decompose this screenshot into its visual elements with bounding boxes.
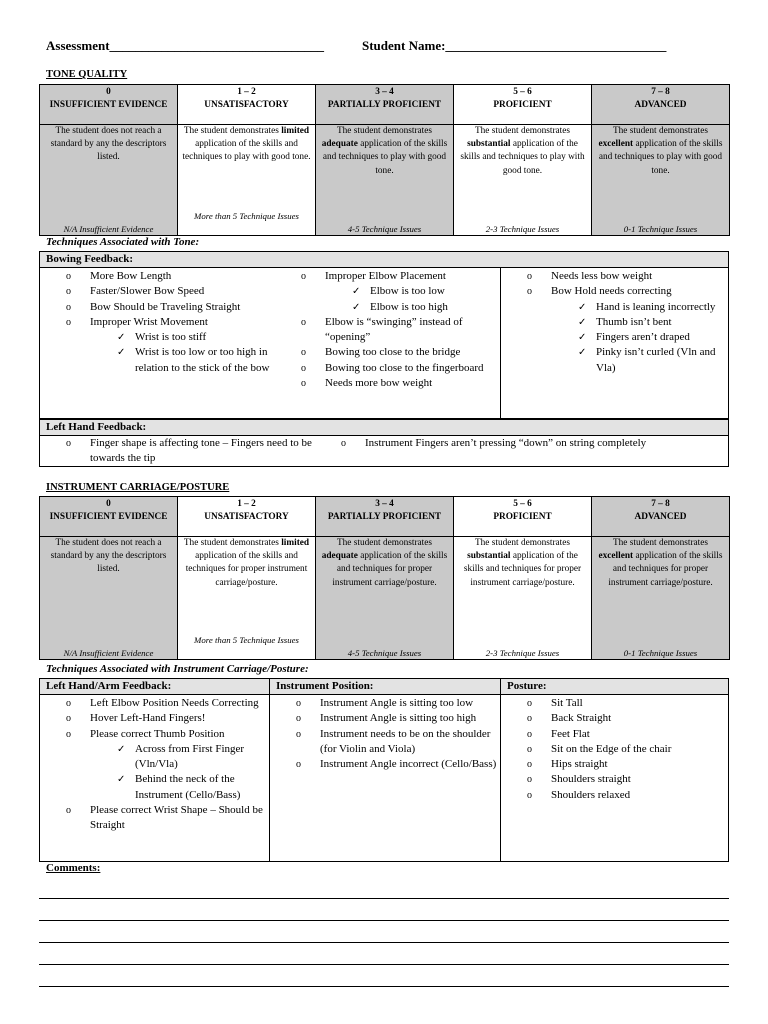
level-name: PROFICIENT bbox=[493, 100, 552, 111]
technique-count-note: 4-5 Technique Issues bbox=[347, 648, 422, 658]
instrument-position-column bbox=[269, 695, 500, 861]
feedback-item bbox=[275, 345, 500, 360]
level-description-cell bbox=[40, 125, 178, 236]
feedback-subitem: ✓ Behind the neck of the Instrument (Cello/Bass) bbox=[90, 772, 269, 803]
feedback-item-label: Bow Hold needs correcting bbox=[551, 285, 672, 298]
level-description: The student demonstrates adequate application of the skills and techniques to play with good tone. bbox=[321, 126, 448, 176]
level-name: PARTIALLY PROFICIENT bbox=[327, 512, 442, 523]
feedback-item bbox=[275, 376, 500, 391]
feedback-item bbox=[501, 711, 728, 726]
feedback-item-label: Left Elbow Position Needs Correcting bbox=[90, 697, 259, 709]
feedback-item bbox=[40, 269, 295, 284]
level-score: 5 – 6 bbox=[513, 87, 532, 97]
level-header-cell bbox=[178, 497, 316, 537]
level-name: PROFICIENT bbox=[493, 512, 552, 523]
level-name: PARTIALLY PROFICIENT bbox=[327, 100, 442, 111]
tone-quality-title: TONE QUALITY bbox=[46, 69, 128, 80]
feedback-item bbox=[40, 803, 269, 834]
comment-line[interactable] bbox=[39, 964, 729, 965]
feedback-item bbox=[40, 300, 295, 315]
comment-line[interactable] bbox=[39, 942, 729, 943]
carriage-feedback-box bbox=[39, 678, 729, 862]
feedback-item-label: Sit on the Edge of the chair bbox=[551, 742, 672, 755]
feedback-item-label: Needs less bow weight bbox=[551, 270, 653, 282]
comment-line[interactable] bbox=[39, 898, 729, 899]
feedback-subitem: ✓ Across from First Finger (Vln/Vla) bbox=[90, 742, 269, 773]
technique-count-note: 4-5 Technique Issues bbox=[347, 224, 422, 234]
level-name: UNSATISFACTORY bbox=[204, 512, 289, 523]
level-description: The student does not reach a standard by any the descriptors listed. bbox=[50, 538, 167, 575]
level-name: ADVANCED bbox=[634, 512, 687, 523]
feedback-item-label: More Bow Length bbox=[90, 270, 172, 282]
feedback-item bbox=[275, 361, 500, 376]
level-description-cell bbox=[40, 537, 178, 660]
level-description-cell bbox=[592, 125, 730, 236]
feedback-subitem: ✓ Fingers aren’t draped bbox=[551, 330, 728, 345]
feedback-item-label: Bow Should be Traveling Straight bbox=[90, 300, 241, 313]
technique-count-note: 0-1 Technique Issues bbox=[623, 224, 698, 234]
level-description-cell bbox=[454, 537, 592, 660]
feedback-item bbox=[270, 696, 500, 711]
bowing-column-3 bbox=[500, 268, 728, 418]
level-header-cell bbox=[592, 85, 730, 125]
level-score: 0 bbox=[106, 87, 111, 97]
technique-count-note: 0-1 Technique Issues bbox=[623, 648, 698, 658]
feedback-item bbox=[501, 788, 728, 803]
carriage-posture-title: INSTRUMENT CARRIAGE/POSTURE bbox=[46, 482, 230, 493]
tone-rubric-table bbox=[39, 84, 730, 236]
level-name: INSUFFICIENT EVIDENCE bbox=[49, 100, 168, 111]
posture-column bbox=[500, 695, 728, 861]
feedback-item bbox=[275, 269, 500, 315]
feedback-item bbox=[501, 696, 728, 711]
assessment-field[interactable]: Assessment_________________________________ bbox=[46, 38, 325, 53]
feedback-item-label: Shoulders straight bbox=[551, 773, 631, 786]
level-description: The student demonstrates excellent application of the skills and techniques to play with good tone. bbox=[598, 126, 723, 176]
feedback-item bbox=[501, 742, 728, 757]
level-description: The student demonstrates excellent application of the skills and techniques for proper instrument carriage/posture. bbox=[598, 538, 723, 588]
feedback-item-label: Instrument Angle is sitting too low bbox=[320, 697, 474, 709]
level-description-cell bbox=[316, 537, 454, 660]
level-description: The student demonstrates substantial application of the skills and techniques to play with good tone. bbox=[460, 126, 585, 176]
level-description: The student demonstrates limited application of the skills and techniques for proper instrument carriage/posture. bbox=[183, 538, 310, 588]
left-hand-arm-column bbox=[40, 695, 269, 861]
tone-techniques-title: Techniques Associated with Tone: bbox=[46, 236, 200, 248]
bowing-feedback-box bbox=[39, 251, 729, 419]
feedback-item-label: Sit Tall bbox=[551, 697, 583, 709]
feedback-item-label: Hover Left-Hand Fingers! bbox=[90, 712, 206, 725]
feedback-item-label: Hips straight bbox=[551, 758, 608, 771]
feedback-item bbox=[270, 727, 500, 758]
feedback-item-label: Instrument Angle incorrect (Cello/Bass) bbox=[320, 758, 497, 771]
feedback-item bbox=[270, 757, 500, 772]
carriage-techniques-title: Techniques Associated with Instrument Carriage/Posture: bbox=[46, 663, 309, 675]
feedback-item bbox=[270, 711, 500, 726]
technique-count-note: 2-3 Technique Issues bbox=[485, 648, 560, 658]
comment-line[interactable] bbox=[39, 920, 729, 921]
level-name: INSUFFICIENT EVIDENCE bbox=[49, 512, 168, 523]
rubric-description-row bbox=[40, 537, 730, 660]
level-description-cell bbox=[454, 125, 592, 236]
feedback-item-label: Elbow is “swinging” instead of “opening” bbox=[325, 315, 463, 344]
level-score: 3 – 4 bbox=[375, 87, 394, 97]
feedback-item bbox=[40, 711, 269, 726]
feedback-item-label: Shoulders relaxed bbox=[551, 788, 631, 801]
feedback-item bbox=[501, 772, 728, 787]
level-score: 5 – 6 bbox=[513, 499, 532, 509]
carriage-feedback-headers bbox=[40, 679, 728, 695]
feedback-subitem: ✓ Elbow is too high bbox=[325, 300, 500, 315]
technique-count-note: N/A Insufficient Evidence bbox=[63, 648, 154, 658]
feedback-subitem: ✓ Hand is leaning incorrectly bbox=[551, 300, 728, 315]
level-description: The student does not reach a standard by any the descriptors listed. bbox=[50, 126, 167, 163]
level-header-cell bbox=[592, 497, 730, 537]
feedback-item-label: Instrument needs to be on the shoulder (for Violin and Viola) bbox=[320, 727, 491, 755]
feedback-item-label: Instrument Angle is sitting too high bbox=[320, 712, 477, 725]
feedback-item bbox=[275, 315, 500, 346]
level-description-cell bbox=[316, 125, 454, 236]
bowing-column-2 bbox=[295, 268, 500, 418]
feedback-item bbox=[40, 727, 269, 803]
feedback-item-label: Feet Flat bbox=[551, 727, 590, 740]
feedback-item bbox=[501, 284, 728, 376]
feedback-item bbox=[40, 436, 330, 467]
level-score: 3 – 4 bbox=[375, 499, 394, 509]
feedback-item-label: Faster/Slower Bow Speed bbox=[90, 285, 205, 298]
feedback-item-label: Back Straight bbox=[551, 712, 612, 725]
level-description-cell bbox=[178, 125, 316, 236]
feedback-item bbox=[501, 757, 728, 772]
level-header-cell bbox=[454, 497, 592, 537]
feedback-item bbox=[501, 727, 728, 742]
level-description-cell bbox=[178, 537, 316, 660]
level-header-cell bbox=[316, 85, 454, 125]
bowing-column-1 bbox=[40, 268, 295, 418]
level-header-cell bbox=[454, 85, 592, 125]
feedback-item-label: Bowing too close to the fingerboard bbox=[325, 361, 484, 374]
rubric-level-row bbox=[40, 85, 730, 125]
rubric-description-row bbox=[40, 125, 730, 236]
student-name-field[interactable]: Student Name:__________________________________ bbox=[362, 38, 667, 53]
level-description-cell bbox=[592, 537, 730, 660]
carriage-rubric-table bbox=[39, 496, 730, 660]
left-hand-arm-title: Left Hand/Arm Feedback: bbox=[40, 679, 269, 694]
level-score: 0 bbox=[106, 499, 111, 509]
level-score: 7 – 8 bbox=[651, 499, 670, 509]
level-description: The student demonstrates adequate application of the skills and techniques for proper instrument carriage/posture. bbox=[321, 538, 448, 588]
level-header-cell bbox=[40, 85, 178, 125]
feedback-item-label: Needs more bow weight bbox=[325, 377, 433, 390]
feedback-item-label: Bowing too close to the bridge bbox=[325, 346, 461, 359]
feedback-item-label: Improper Elbow Placement bbox=[325, 270, 446, 282]
feedback-item bbox=[40, 696, 269, 711]
left-hand-feedback-title: Left Hand Feedback: bbox=[40, 420, 728, 436]
feedback-item-label: Please correct Wrist Shape – Should be Straight bbox=[90, 804, 263, 832]
level-score: 7 – 8 bbox=[651, 87, 670, 97]
level-name: UNSATISFACTORY bbox=[204, 100, 289, 111]
technique-count-note: More than 5 Technique Issues bbox=[194, 635, 299, 645]
posture-title: Posture: bbox=[500, 679, 728, 694]
level-description: The student demonstrates substantial application of the skills and techniques for proper instrument carriage/posture. bbox=[463, 538, 582, 588]
technique-count-note: N/A Insufficient Evidence bbox=[63, 224, 154, 234]
feedback-subitem: ✓ Thumb isn’t bent bbox=[551, 315, 728, 330]
technique-count-note: More than 5 Technique Issues bbox=[194, 211, 299, 221]
comment-line[interactable] bbox=[39, 986, 729, 987]
instrument-position-title: Instrument Position: bbox=[269, 679, 500, 694]
level-name: ADVANCED bbox=[634, 100, 687, 111]
technique-count-note: 2-3 Technique Issues bbox=[485, 224, 560, 234]
left-hand-feedback-box bbox=[39, 419, 729, 467]
feedback-subitem: ✓ Pinky isn’t curled (Vln and Vla) bbox=[551, 345, 728, 376]
feedback-subitem: ✓ Wrist is too stiff bbox=[90, 330, 295, 345]
feedback-item bbox=[315, 436, 729, 451]
feedback-subitem: ✓ Wrist is too low or too high in relation to the stick of the bow bbox=[90, 345, 295, 376]
level-score: 1 – 2 bbox=[237, 499, 256, 509]
left-hand-column-1 bbox=[40, 436, 330, 466]
level-description: The student demonstrates limited application of the skills and techniques to play with good tone. bbox=[182, 126, 311, 163]
bowing-feedback-title: Bowing Feedback: bbox=[40, 252, 728, 268]
level-score: 1 – 2 bbox=[237, 87, 256, 97]
feedback-item-label: Instrument Fingers aren’t pressing “down” on string completely bbox=[365, 437, 647, 449]
feedback-item bbox=[40, 315, 295, 376]
feedback-item bbox=[40, 284, 295, 299]
feedback-subitem: ✓ Elbow is too low bbox=[325, 284, 500, 299]
level-header-cell bbox=[40, 497, 178, 537]
level-header-cell bbox=[178, 85, 316, 125]
left-hand-column-2 bbox=[315, 436, 729, 466]
comments-label: Comments: bbox=[46, 862, 101, 874]
feedback-item bbox=[501, 269, 728, 284]
feedback-item-label: Improper Wrist Movement bbox=[90, 315, 208, 328]
form-header bbox=[46, 38, 726, 58]
rubric-level-row bbox=[40, 497, 730, 537]
level-header-cell bbox=[316, 497, 454, 537]
feedback-item-label: Please correct Thumb Position bbox=[90, 727, 225, 740]
feedback-item-label: Finger shape is affecting tone – Fingers need to be towards the tip bbox=[90, 437, 312, 465]
